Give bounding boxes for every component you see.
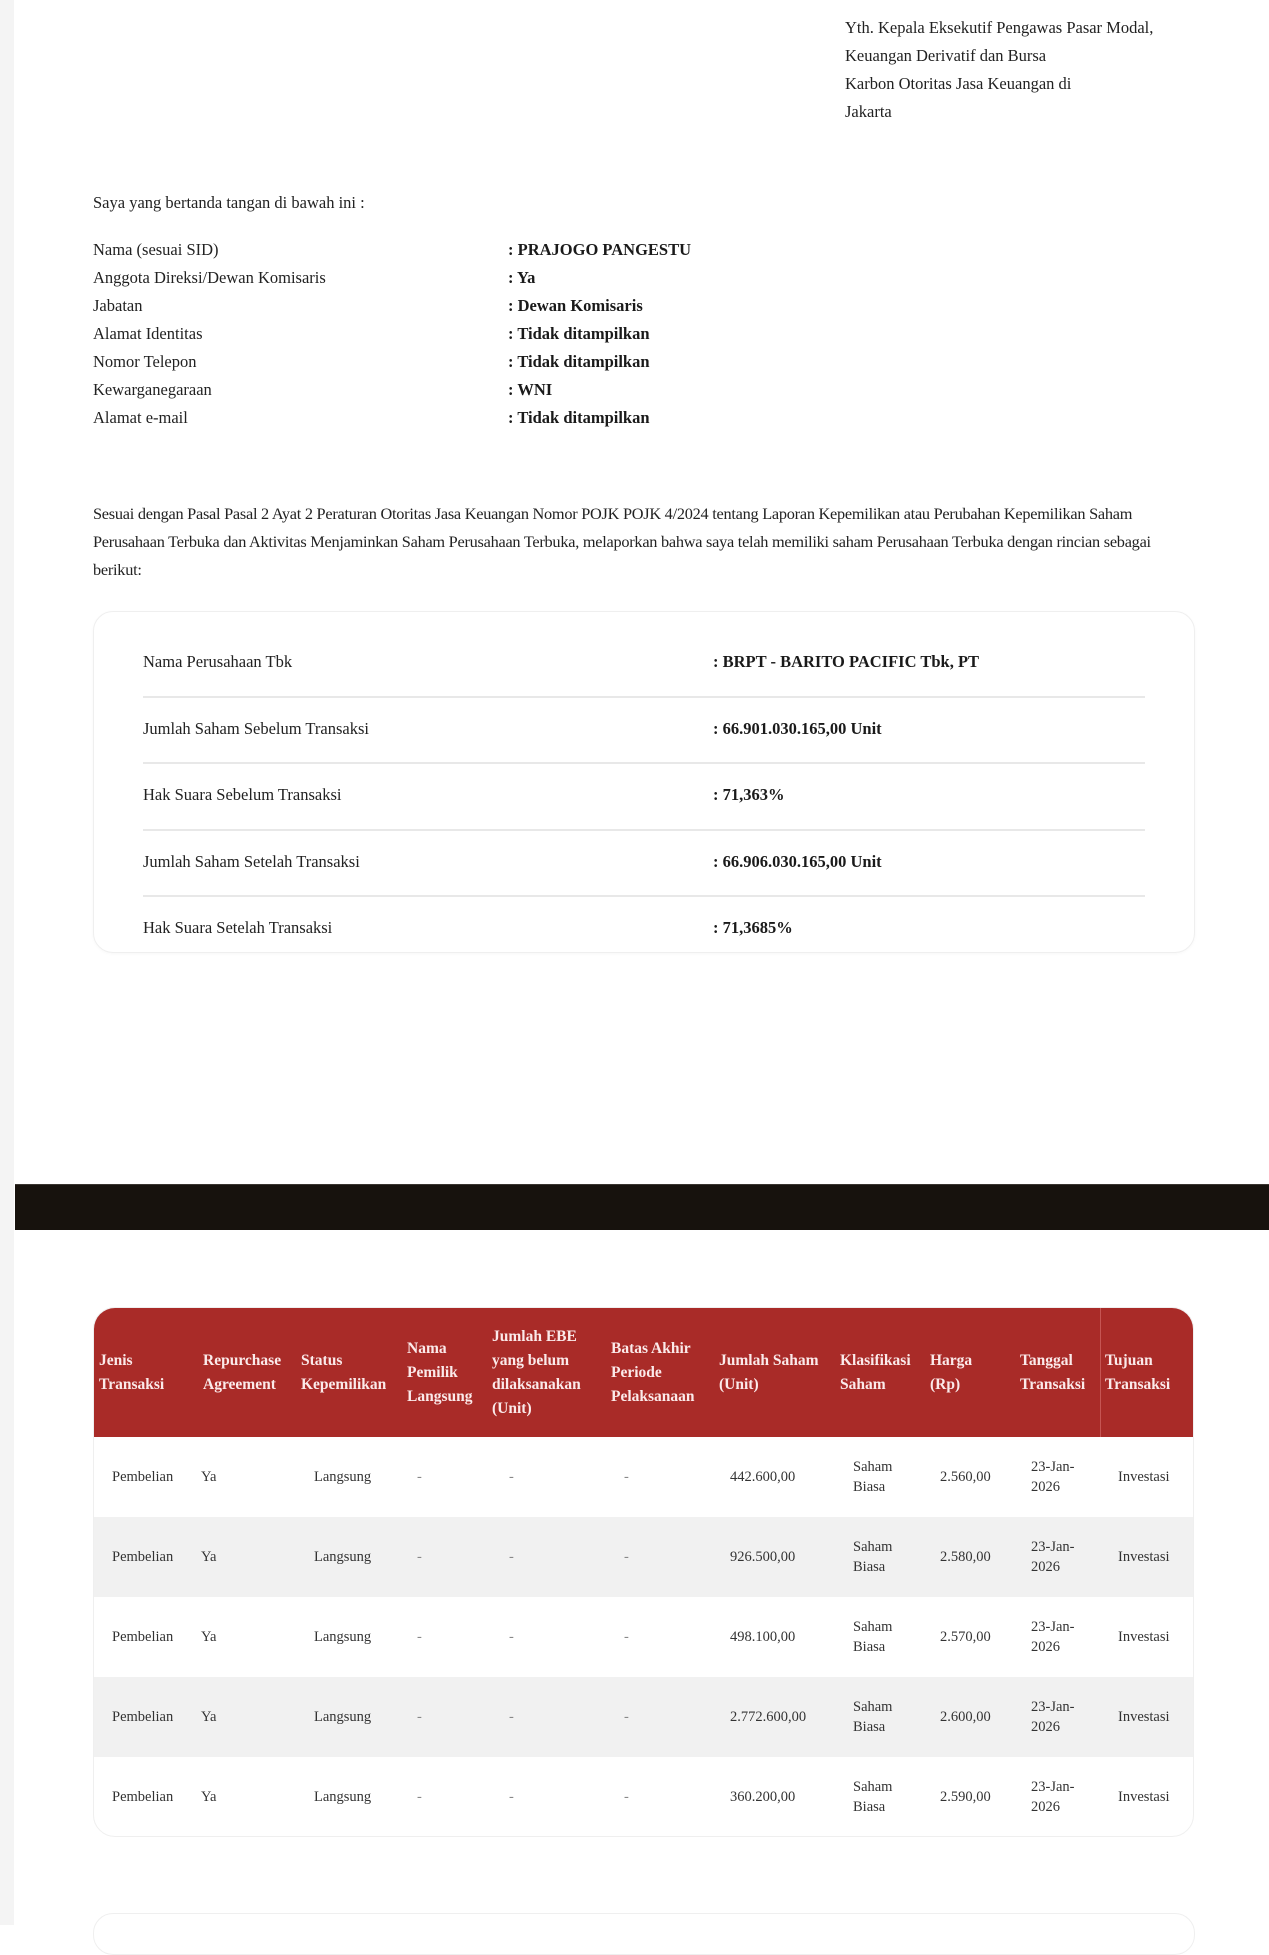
cell-tanggal	[1031, 1777, 1075, 1817]
cell-tujuan: Investasi	[1118, 1709, 1170, 1725]
cell-batas: -	[624, 1469, 629, 1485]
column-header-line: Tanggal	[1020, 1351, 1073, 1369]
cell-ebe: -	[509, 1469, 514, 1485]
cell-line: Saham	[853, 1539, 893, 1555]
cell-repo: Ya	[201, 1629, 217, 1645]
identity-label: Nama (sesuai SID)	[93, 240, 219, 259]
cell-ebe: -	[509, 1789, 514, 1805]
cell-tanggal	[1031, 1457, 1075, 1497]
cell-line: 2026	[1031, 1719, 1060, 1735]
identity-label: Kewarganegaraan	[93, 380, 212, 399]
address-line: Keuangan Derivatif dan Bursa	[845, 46, 1047, 65]
column-header-line: Tujuan	[1105, 1351, 1153, 1369]
identity-list	[93, 238, 793, 434]
column-header-line: Jumlah Saham	[719, 1351, 819, 1369]
identity-value: : Ya	[508, 268, 536, 287]
identity-value: : Dewan Komisaris	[508, 296, 643, 315]
column-header-line: Harga	[930, 1351, 973, 1369]
cell-klasifikasi	[853, 1777, 892, 1817]
cell-line: Saham	[853, 1459, 893, 1475]
cell-ebe: -	[509, 1549, 514, 1565]
cell-line: 23-Jan-	[1031, 1619, 1075, 1635]
cell-harga: 2.590,00	[940, 1789, 991, 1805]
cell-harga: 2.560,00	[940, 1469, 991, 1485]
cell-batas: -	[624, 1549, 629, 1565]
cell-repo: Ya	[201, 1789, 217, 1805]
cell-jumlah: 498.100,00	[730, 1629, 796, 1645]
identity-value: : Tidak ditampilkan	[508, 352, 650, 371]
column-header	[611, 1337, 695, 1409]
summary-value: : 71,3685%	[713, 918, 793, 937]
intro-text: Saya yang bertanda tangan di bawah ini :	[93, 193, 365, 212]
cell-line: 23-Jan-	[1031, 1459, 1075, 1475]
column-header-line: Langsung	[407, 1387, 473, 1405]
summary-row	[143, 829, 1145, 895]
table-row	[94, 1677, 1194, 1757]
table-row	[94, 1437, 1194, 1517]
column-header-line: Periode	[611, 1363, 662, 1381]
cell-tanggal	[1031, 1697, 1075, 1737]
cell-tanggal	[1031, 1537, 1075, 1577]
column-header	[1020, 1349, 1085, 1397]
column-header	[719, 1349, 819, 1397]
table-row	[94, 1597, 1194, 1677]
cell-nama: -	[417, 1709, 422, 1725]
address-line: Yth. Kepala Eksekutif Pengawas Pasar Modal,	[845, 18, 1154, 37]
column-header-line: Saham	[840, 1375, 886, 1393]
summary-label: Jumlah Saham Setelah Transaksi	[143, 852, 360, 871]
cell-jumlah: 926.500,00	[730, 1549, 796, 1565]
cell-nama: -	[417, 1549, 422, 1565]
identity-label: Nomor Telepon	[93, 352, 197, 371]
summary-value: : BRPT - BARITO PACIFIC Tbk, PT	[713, 652, 980, 671]
column-header-line: dilaksanakan	[492, 1375, 581, 1393]
column-header	[840, 1349, 911, 1397]
column-header-line: Agreement	[203, 1375, 276, 1393]
ownership-summary-card	[93, 611, 1195, 953]
column-header-line: Pelaksanaan	[611, 1387, 695, 1405]
cell-nama: -	[417, 1469, 422, 1485]
cell-status: Langsung	[314, 1549, 372, 1565]
identity-row	[93, 406, 793, 434]
identity-value: : WNI	[508, 380, 553, 399]
cell-line: Biasa	[853, 1479, 886, 1495]
table-header	[94, 1308, 1194, 1437]
summary-row	[143, 762, 1145, 828]
cell-line: Biasa	[853, 1799, 886, 1815]
summary-value: : 66.901.030.165,00 Unit	[713, 719, 882, 738]
screenshot-separator-band	[15, 1184, 1269, 1230]
table-row	[94, 1757, 1194, 1837]
cell-line: Saham	[853, 1619, 893, 1635]
cell-repo: Ya	[201, 1549, 217, 1565]
cell-line: 2026	[1031, 1559, 1060, 1575]
column-header-line: (Unit)	[719, 1375, 759, 1393]
summary-label: Nama Perusahaan Tbk	[143, 652, 293, 671]
column-header-line: Status	[301, 1351, 343, 1369]
address-line: Karbon Otoritas Jasa Keuangan di	[845, 74, 1072, 93]
cell-line: 2026	[1031, 1639, 1060, 1655]
cell-harga: 2.600,00	[940, 1709, 991, 1725]
identity-value: : PRAJOGO PANGESTU	[508, 240, 692, 259]
identity-value: : Tidak ditampilkan	[508, 408, 650, 427]
column-header	[99, 1349, 164, 1397]
cell-tujuan: Investasi	[1118, 1629, 1170, 1645]
cell-line: 23-Jan-	[1031, 1699, 1075, 1715]
cell-line: Saham	[853, 1779, 893, 1795]
table-row	[94, 1517, 1194, 1597]
cell-line: Biasa	[853, 1639, 886, 1655]
cell-nama: -	[417, 1789, 422, 1805]
column-header	[407, 1337, 472, 1409]
transactions-table	[93, 1307, 1194, 1837]
cell-line: Biasa	[853, 1719, 886, 1735]
cell-klasifikasi	[853, 1537, 892, 1577]
column-header-line: Pemilik	[407, 1363, 458, 1381]
column-header	[492, 1325, 581, 1421]
summary-row	[143, 629, 1145, 695]
cell-batas: -	[624, 1629, 629, 1645]
left-edge-strip	[0, 0, 14, 1925]
cell-jenis: Pembelian	[112, 1469, 174, 1485]
column-header-line: Transaksi	[1020, 1375, 1086, 1393]
cell-batas: -	[624, 1709, 629, 1725]
cell-batas: -	[624, 1789, 629, 1805]
column-header-line: (Rp)	[930, 1375, 961, 1393]
address-line: Jakarta	[845, 102, 892, 121]
cell-status: Langsung	[314, 1709, 372, 1725]
recipient-address	[845, 14, 1153, 126]
cell-ebe: -	[509, 1709, 514, 1725]
identity-row	[93, 238, 793, 266]
cell-tujuan: Investasi	[1118, 1789, 1170, 1805]
identity-label: Alamat Identitas	[93, 324, 203, 343]
column-header-line: Transaksi	[1105, 1375, 1171, 1393]
summary-label: Hak Suara Sebelum Transaksi	[143, 785, 342, 804]
cell-klasifikasi	[853, 1697, 892, 1737]
column-header-line: Klasifikasi	[840, 1351, 911, 1369]
cell-line: Biasa	[853, 1559, 886, 1575]
cell-line: 2026	[1031, 1799, 1060, 1815]
cell-jenis: Pembelian	[112, 1789, 174, 1805]
column-header-line: yang belum	[492, 1351, 570, 1369]
column-header	[203, 1349, 281, 1397]
column-header-line: (Unit)	[492, 1399, 532, 1417]
identity-row	[93, 294, 793, 322]
identity-row	[93, 266, 793, 294]
column-header-line: Repurchase	[203, 1351, 282, 1369]
identity-row	[93, 378, 793, 406]
column-header-line: Transaksi	[99, 1375, 165, 1393]
column-header	[1105, 1349, 1170, 1397]
identity-label: Anggota Direksi/Dewan Komisaris	[93, 268, 326, 287]
identity-row	[93, 350, 793, 378]
cell-repo: Ya	[201, 1469, 217, 1485]
column-header	[930, 1349, 972, 1397]
column-header	[301, 1349, 386, 1397]
next-section-card	[93, 1913, 1195, 1955]
cell-line: 23-Jan-	[1031, 1779, 1075, 1795]
cell-klasifikasi	[853, 1457, 892, 1497]
cell-tanggal	[1031, 1617, 1075, 1657]
cell-ebe: -	[509, 1629, 514, 1645]
cell-line: Saham	[853, 1699, 893, 1715]
identity-value: : Tidak ditampilkan	[508, 324, 650, 343]
statement-paragraph: Sesuai dengan Pasal Pasal 2 Ayat 2 Peraturan Otoritas Jasa Keuangan Nomor POJK POJK 4/2024 tentang Laporan Kepemilikan atau Perubahan Kepemilikan Saham Perusahaan Terbuka dan Aktivitas Menjaminkan Saham Perusahaan Terbuka, melaporkan bahwa saya telah memiliki saham Perusahaan Terbuka dengan rincian sebagai berikut:	[93, 504, 1151, 579]
header-column-divider	[1100, 1308, 1101, 1437]
summary-value: : 66.906.030.165,00 Unit	[713, 852, 882, 871]
column-header-line: Kepemilikan	[301, 1375, 387, 1393]
summary-row	[143, 895, 1145, 961]
column-header-line: Nama	[407, 1339, 447, 1357]
cell-klasifikasi	[853, 1617, 892, 1657]
summary-row	[143, 696, 1145, 762]
column-header-line: Batas Akhir	[611, 1339, 691, 1357]
summary-label: Hak Suara Setelah Transaksi	[143, 918, 333, 937]
cell-harga: 2.580,00	[940, 1549, 991, 1565]
cell-line: 23-Jan-	[1031, 1539, 1075, 1555]
cell-status: Langsung	[314, 1629, 372, 1645]
cell-jenis: Pembelian	[112, 1629, 174, 1645]
cell-tujuan: Investasi	[1118, 1469, 1170, 1485]
column-header-line: Jumlah EBE	[492, 1327, 577, 1345]
cell-line: 2026	[1031, 1479, 1060, 1495]
identity-row	[93, 322, 793, 350]
summary-label: Jumlah Saham Sebelum Transaksi	[143, 719, 369, 738]
cell-tujuan: Investasi	[1118, 1549, 1170, 1565]
identity-label: Alamat e-mail	[93, 408, 188, 427]
identity-label: Jabatan	[93, 296, 143, 315]
cell-jumlah: 2.772.600,00	[730, 1709, 807, 1725]
cell-jumlah: 360.200,00	[730, 1789, 796, 1805]
cell-harga: 2.570,00	[940, 1629, 991, 1645]
column-header-line: Jenis	[99, 1351, 133, 1369]
cell-nama: -	[417, 1629, 422, 1645]
cell-status: Langsung	[314, 1789, 372, 1805]
cell-jenis: Pembelian	[112, 1709, 174, 1725]
cell-status: Langsung	[314, 1469, 372, 1485]
summary-value: : 71,363%	[713, 785, 785, 804]
cell-jumlah: 442.600,00	[730, 1469, 796, 1485]
cell-jenis: Pembelian	[112, 1549, 174, 1565]
cell-repo: Ya	[201, 1709, 217, 1725]
